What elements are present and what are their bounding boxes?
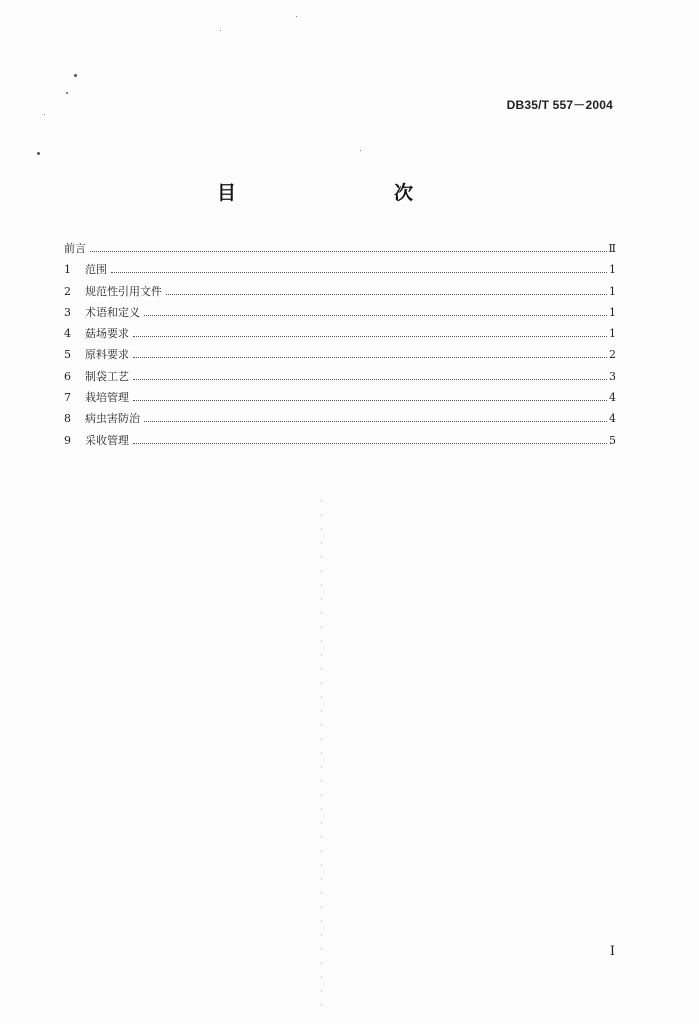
scan-noise-line	[321, 500, 322, 1010]
toc-entry-4[interactable]	[64, 325, 616, 346]
toc-title: 目 次	[216, 182, 453, 204]
toc-entry-number: 2	[64, 284, 71, 298]
page-number: I	[609, 944, 615, 959]
toc-entry-number: 1	[64, 263, 71, 277]
toc-entry-page: Ⅱ	[608, 242, 616, 255]
scan-speck	[37, 152, 40, 155]
scan-speck	[360, 150, 361, 151]
toc-entry-page: 2	[609, 348, 616, 362]
toc-entry-1[interactable]	[64, 261, 616, 282]
toc-entry-text: 术语和定义	[85, 305, 140, 319]
scan-speck	[44, 114, 45, 115]
toc-entry-page: 5	[609, 433, 616, 447]
toc-leader	[166, 293, 607, 295]
toc-entry-page: 3	[609, 369, 616, 383]
toc-entry-text: 范围	[85, 263, 107, 277]
toc-leader	[144, 314, 607, 316]
toc-leader	[111, 271, 607, 273]
toc-leader	[90, 250, 607, 252]
toc-entry-text: 菇场要求	[85, 327, 129, 341]
toc-entry-text: 规范性引用文件	[85, 284, 162, 298]
scan-speck	[296, 16, 297, 17]
toc-entry-number: 8	[64, 412, 71, 426]
toc-entry-foreword[interactable]	[64, 240, 616, 261]
toc-entry-number: 3	[64, 305, 71, 319]
toc-entry-5[interactable]	[64, 346, 616, 367]
toc-entry-2[interactable]	[64, 283, 616, 304]
toc-entry-number: 4	[64, 327, 71, 341]
toc-entry-3[interactable]	[64, 304, 616, 325]
toc-entry-6[interactable]	[64, 368, 616, 389]
toc-leader	[144, 420, 607, 422]
toc-entry-9[interactable]	[64, 432, 616, 453]
toc-entry-number: 9	[64, 433, 71, 447]
toc-entry-text: 采收管理	[85, 433, 129, 447]
toc-entry-text: 原料要求	[85, 348, 129, 362]
toc-entry-7[interactable]	[64, 389, 616, 410]
toc-entry-page: 1	[609, 263, 616, 277]
toc-leader	[133, 356, 607, 358]
toc-entry-8[interactable]	[64, 410, 616, 431]
toc-entry-text: 病虫害防治	[85, 412, 140, 426]
toc-leader	[133, 378, 607, 380]
toc-leader	[133, 442, 607, 444]
toc-entry-number: 5	[64, 348, 71, 362]
toc-entry-text: 制袋工艺	[85, 369, 129, 383]
toc-entry-text: 前言	[64, 242, 86, 255]
toc-list	[64, 240, 616, 453]
toc-entry-text: 栽培管理	[85, 391, 129, 405]
toc-entry-page: 4	[609, 391, 616, 405]
scan-speck	[74, 74, 77, 77]
scan-speck	[66, 92, 68, 94]
toc-entry-number: 7	[64, 391, 71, 405]
scan-speck	[220, 30, 221, 31]
toc-leader	[133, 399, 607, 401]
standard-code: DB35/T 557－2004	[506, 98, 613, 112]
toc-leader	[133, 335, 607, 337]
toc-entry-page: 1	[609, 327, 616, 341]
toc-entry-number: 6	[64, 369, 71, 383]
toc-entry-page: 1	[609, 284, 616, 298]
toc-entry-page: 1	[609, 305, 616, 319]
toc-entry-page: 4	[609, 412, 616, 426]
